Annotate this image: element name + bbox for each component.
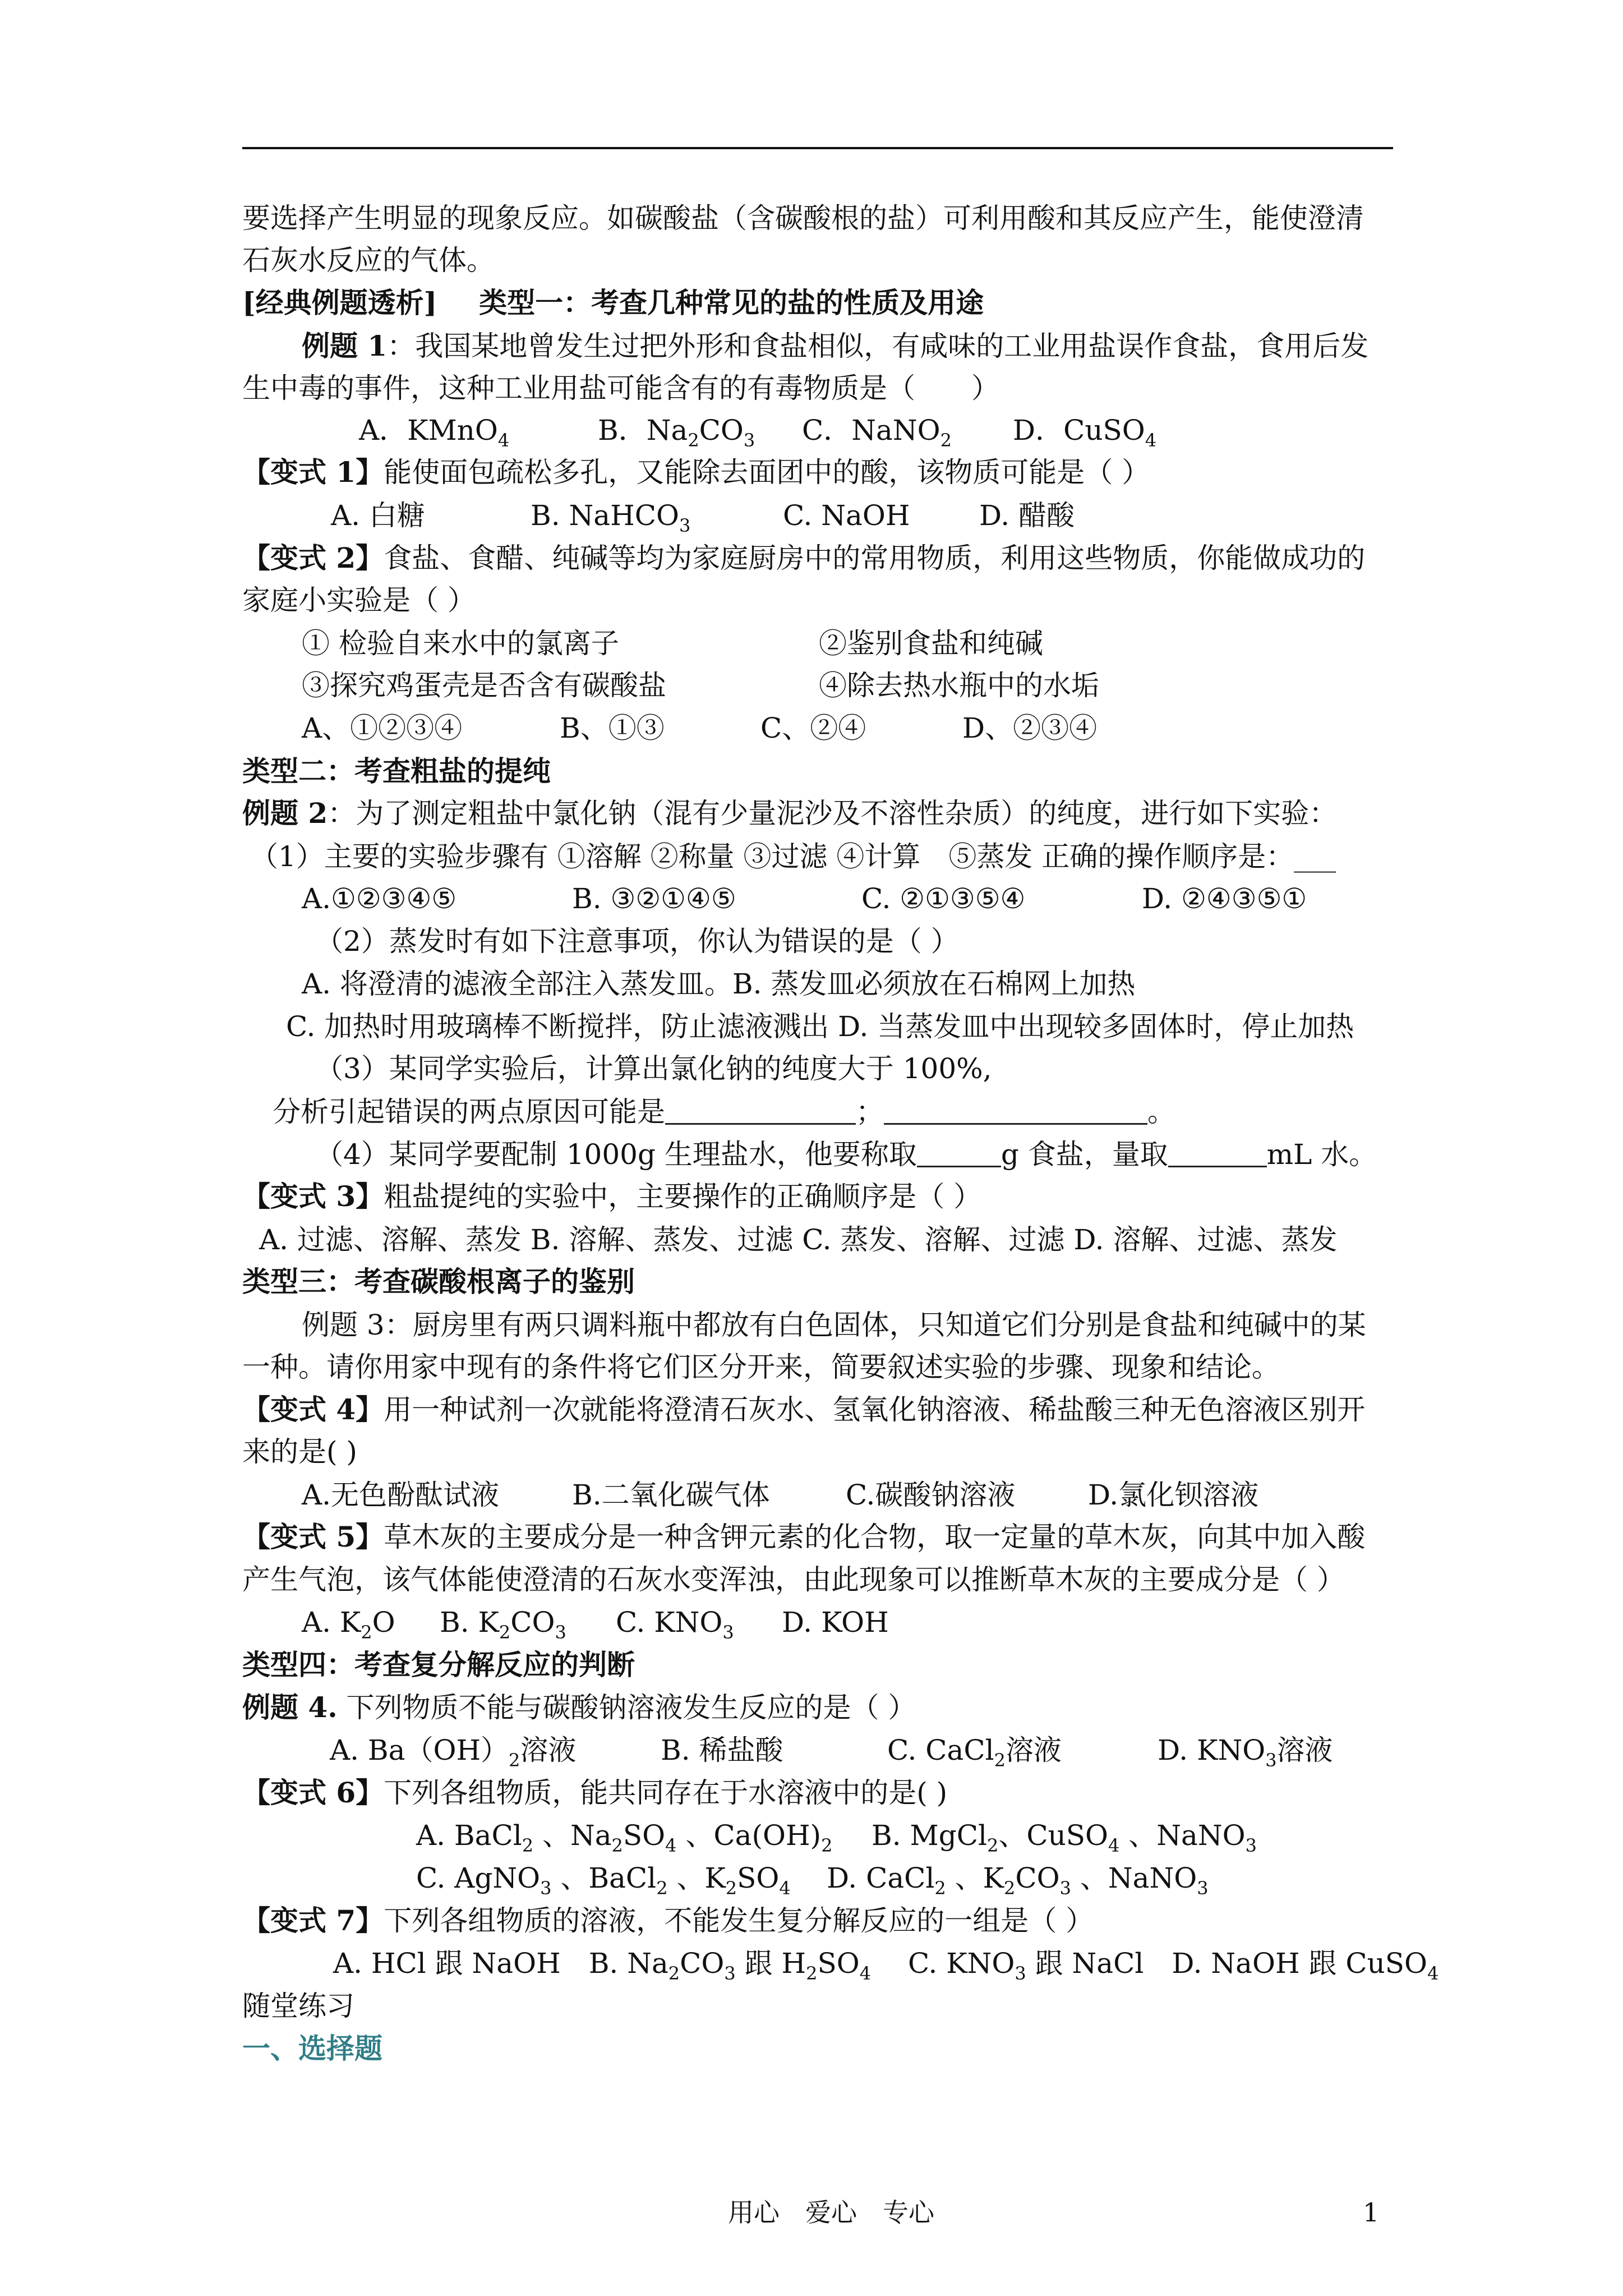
example-3-line-2: 一种。请你用家中现有的条件将它们区分开来，简要叙述实验的步骤、现象和结论。 — [242, 1351, 1280, 1383]
example-2-question-4: （4）某同学要配制 1000g 生理盐水，他要称取 g 食盐，量取 mL 水。 — [315, 1138, 1377, 1171]
answer-blank[interactable] — [1168, 1141, 1267, 1167]
variant-4-option-c: C.碳酸钠溶液 — [846, 1479, 1016, 1511]
variant-label: 【变式 7】 — [242, 1904, 384, 1937]
q1-option-d: D. ②④③⑤① — [1142, 882, 1307, 915]
q2-options-ab: A. 将澄清的滤液全部注入蒸发皿。B. 蒸发皿必须放在石棉网上加热 — [302, 968, 1136, 1000]
answer-blank[interactable] — [917, 1141, 1001, 1167]
variant-2-item-4: ④除去热水瓶中的水垢 — [819, 669, 1099, 702]
section-heading-type-4: 类型四：考查复分解反应的判断 — [242, 1648, 635, 1681]
variant-3-options: A. 过滤、溶解、蒸发 B. 溶解、蒸发、过滤 C. 蒸发、溶解、过滤 D. 溶解、过滤、蒸发 — [259, 1223, 1338, 1256]
variant-1-option-c: C. NaOH — [783, 499, 910, 532]
intro-line-2: 石灰水反应的气体。 — [242, 244, 495, 277]
variant-label: 【变式 4】 — [242, 1393, 384, 1426]
section-heading-type-3: 类型三：考查碳酸根离子的鉴别 — [242, 1265, 635, 1298]
choice-section-heading: 一、选择题 — [242, 2032, 382, 2065]
example-label: 例题 4. — [242, 1691, 338, 1724]
intro-line-1: 要选择产生明显的现象反应。如碳酸盐（含碳酸根的盐）可利用酸和其反应产生，能使澄清 — [242, 202, 1364, 234]
variant-2-item-2: ②鉴别食盐和纯碱 — [819, 627, 1043, 660]
variant-2-option-a: A、①②③④ — [302, 712, 463, 744]
q1-option-c: C. ②①③⑤④ — [861, 882, 1026, 915]
variant-4-line-2: 来的是( ) — [242, 1435, 357, 1468]
variant-3-line: 【变式 3】粗盐提纯的实验中，主要操作的正确顺序是（ ） — [242, 1180, 982, 1213]
variant-5-option-d: D. KOH — [782, 1606, 889, 1639]
variant-6-option-b: B. MgCl$_2$、CuSO$_4$ 、NaNO$_3$ — [872, 1819, 1257, 1856]
variant-label: 【变式 5】 — [242, 1520, 384, 1553]
variant-1-option-b: B. NaHCO$_3$ — [531, 499, 691, 536]
q1-option-b: B. ③②①④⑤ — [572, 882, 736, 915]
example-label: 例题 2 — [242, 797, 328, 830]
example-4-option-a: A. $Ba(OH)_2$溶液 — [330, 1734, 577, 1771]
variant-2-line-1: 【变式 2】食盐、食醋、纯碱等均为家庭厨房中的常用物质，利用这些物质，你能做成功的 — [242, 541, 1366, 574]
example-2-line: 例题 2：为了测定粗盐中氯化钠（混有少量泥沙及不溶性杂质）的纯度，进行如下实验： — [242, 797, 1338, 830]
variant-4-option-b: B.二氧化碳气体 — [572, 1479, 770, 1511]
variant-1-line: 【变式 1】能使面包疏松多孔，又能除去面团中的酸，该物质可能是（ ） — [242, 455, 1150, 489]
section-heading-type-1 — [242, 285, 984, 321]
answer-blank[interactable] — [884, 1098, 1147, 1125]
variant-6-line: 【变式 6】下列各组物质，能共同存在于水溶液中的是( ) — [242, 1776, 948, 1809]
example-3-line-1: 例题 3：厨房里有两只调料瓶中都放有白色固体，只知道它们分别是食盐和纯碱中的某 — [302, 1309, 1366, 1341]
variant-label: 【变式 2】 — [242, 541, 384, 574]
q1-option-a: A.①②③④⑤ — [302, 882, 457, 915]
practice-heading: 随堂练习 — [242, 1990, 354, 2022]
example-1-line-1 — [302, 328, 1368, 364]
variant-label: 【变式 6】 — [242, 1776, 384, 1809]
variant-4-line-1: 【变式 4】用一种试剂一次就能将澄清石灰水、氢氧化钠溶液、稀盐酸三种无色溶液区别开 — [242, 1393, 1366, 1426]
variant-2-item-3: ③探究鸡蛋壳是否含有碳酸盐 — [302, 669, 666, 702]
variant-2-item-1: ① 检验自来水中的氯离子 — [302, 627, 619, 660]
header-rule — [242, 147, 1393, 149]
example-2-question-2: （2）蒸发时有如下注意事项，你认为错误的是（ ） — [315, 925, 959, 958]
example-text: ：我国某地曾发生过把外形和食盐相似，有咸味的工业用盐误作食盐，食用后发 — [387, 330, 1369, 362]
example-2-question-3: （3）某同学实验后，计算出氯化钠的纯度大于 100%, — [315, 1052, 992, 1085]
variant-5-line-1: 【变式 5】草木灰的主要成分是一种含钾元素的化合物，取一定量的草木灰，向其中加入酸 — [242, 1520, 1366, 1553]
variant-7-options: A. HCl 跟 NaOH B. $Na_2CO_3$ 跟 $H_2SO_4$ C. $KNO_3$ 跟 NaCl D. NaOH 跟 CuSO$_4$ — [333, 1947, 1439, 1984]
section-heading-type-2: 类型二：考查粗盐的提纯 — [242, 754, 551, 788]
variant-1-option-a: A. 白糖 — [331, 499, 425, 532]
example-1-option-d: D．CuSO$_4$ — [1013, 414, 1157, 451]
example-label: 例题 3 — [302, 1309, 385, 1341]
variant-4-option-a: A.无色酚酞试液 — [302, 1479, 500, 1511]
example-1-line-2: 生中毒的事件，这种工业用盐可能含有的有毒物质是（ ） — [242, 372, 999, 404]
example-2-question-1: （1）主要的实验步骤有 ①溶解 ②称量 ③过滤 ④计算 ⑤蒸发 正确的操作顺序是：___ — [250, 840, 1336, 873]
variant-1-option-d: D. 醋酸 — [979, 499, 1075, 532]
example-1-option-a: A．KMnO$_4$ — [359, 414, 510, 451]
answer-blank[interactable] — [665, 1098, 856, 1125]
example-4-option-d: D. $KNO_3$溶液 — [1158, 1734, 1333, 1771]
variant-2-option-d: D、②③④ — [962, 712, 1098, 744]
variant-2-option-c: C、②④ — [760, 712, 866, 744]
variant-4-option-d: D.氯化钡溶液 — [1088, 1479, 1259, 1511]
example-4-option-c: C. CaCl$_2$溶液 — [887, 1734, 1062, 1771]
variant-label: 【变式 3】 — [242, 1180, 384, 1213]
variant-6-option-a: A. BaCl$_2$ 、$Na_2SO_4$ 、$Ca(OH)_2$ — [416, 1819, 833, 1856]
example-4-line: 例题 4. 下列物质不能与碳酸钠溶液发生反应的是（ ） — [242, 1691, 916, 1724]
q2-options-cd: C. 加热时用玻璃棒不断搅拌，防止滤液溅出 D. 当蒸发皿中出现较多固体时，停止加热 — [286, 1010, 1354, 1043]
example-label: 例题 1 — [302, 329, 388, 362]
page-number: 1 — [1363, 2197, 1380, 2228]
variant-5-option-c: C. $KNO_3$ — [616, 1606, 734, 1643]
variant-5-option-b: B. $K_2CO_3$ — [440, 1606, 566, 1643]
variant-7-line: 【变式 7】下列各组物质的溶液，不能发生复分解反应的一组是（ ） — [242, 1904, 1094, 1937]
variant-6-option-d: D. CaCl$_2$ 、$K_2CO_3$ 、NaNO$_3$ — [827, 1862, 1209, 1899]
example-1-option-c: C．NaNO$_2$ — [802, 414, 952, 451]
variant-6-option-c: C. AgNO$_3$ 、BaCl$_2$ 、$K_2SO_4$ — [416, 1862, 791, 1899]
footer-motto: 用心 爱心 专心 — [728, 2197, 934, 2228]
variant-5-line-2: 产生气泡，该气体能使澄清的石灰水变浑浊，由此现象可以推断草木灰的主要成分是（ ） — [242, 1563, 1345, 1596]
variant-2-option-b: B、①③ — [560, 712, 665, 744]
variant-label: 【变式 1】 — [242, 455, 384, 489]
example-2-question-3b: 分析引起错误的两点原因可能是 ； 。 — [273, 1096, 1175, 1128]
section-bracket-label: [经典例题透析] — [242, 286, 437, 319]
section-title: 类型一：考查几种常见的盐的性质及用途 — [479, 286, 984, 319]
variant-2-line-2: 家庭小实验是（ ） — [242, 584, 476, 616]
example-4-option-b: B. 稀盐酸 — [661, 1734, 783, 1766]
example-1-option-b: B．$Na_2CO_3$ — [598, 414, 755, 451]
variant-5-option-a: A. $K_2O$ — [302, 1606, 395, 1643]
